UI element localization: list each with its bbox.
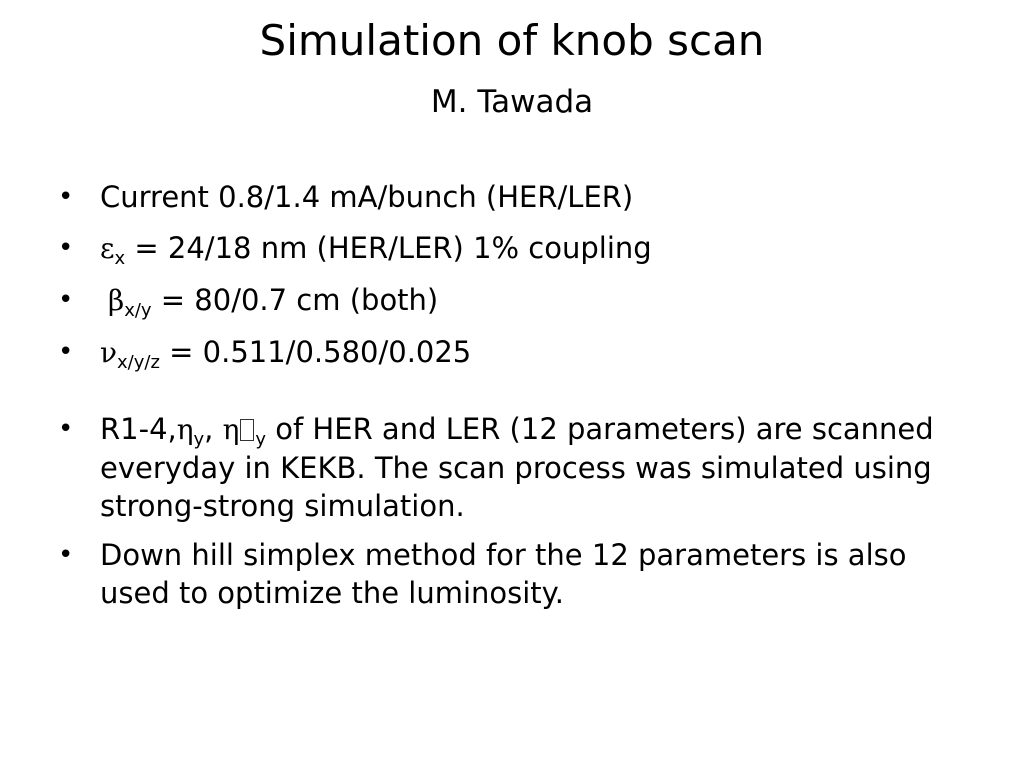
missing-glyph-icon [240, 419, 254, 441]
slide-subtitle: M. Tawada [430, 84, 594, 120]
bullet-beta [58, 281, 958, 320]
bullet-dot: • [58, 540, 74, 570]
bullet-dot: • [58, 285, 74, 315]
nu-symbol: ν [100, 336, 118, 369]
bullet-text: Down hill simplex method for the 12 parameters is also used to optimize the luminosity. [100, 538, 907, 610]
slide-title: Simulation of knob scan [259, 16, 765, 65]
bullet-emittance [58, 229, 958, 268]
subscript: x [114, 248, 126, 269]
bullet-text: = 80/0.7 cm (both) [151, 283, 439, 317]
bullet-text: = 0.511/0.580/0.025 [159, 335, 472, 369]
bullet-text: = 24/18 nm (HER/LER) 1% coupling [125, 231, 652, 265]
epsilon-symbol: ε [100, 232, 115, 265]
bullet-dot: • [58, 337, 74, 367]
subscript: x/y [124, 300, 152, 321]
bullet-text: Current 0.8/1.4 mA/bunch (HER/LER) [100, 180, 634, 214]
bullet-simplex [58, 536, 958, 612]
separator: , [204, 412, 223, 446]
bullet-knob-scan [58, 410, 958, 525]
bullet-dot: • [58, 414, 74, 444]
eta-symbol: η [222, 413, 240, 446]
subscript: y [193, 429, 205, 450]
bullet-text: of HER and LER (12 parameters) are scanned everyday in KEKB. The scan process was simulated using strong-strong simulation. [100, 412, 934, 523]
bullet-list [58, 178, 958, 625]
bullet-dot: • [58, 233, 74, 263]
beta-symbol: β [108, 284, 125, 317]
bullet-prefix: R1-4, [100, 412, 177, 446]
subscript: y [255, 429, 267, 450]
subscript: x/y/z [117, 352, 160, 373]
bullet-dot: • [58, 182, 74, 212]
eta-symbol: η [176, 413, 194, 446]
bullet-current [58, 178, 958, 216]
bullet-tune [58, 333, 958, 372]
